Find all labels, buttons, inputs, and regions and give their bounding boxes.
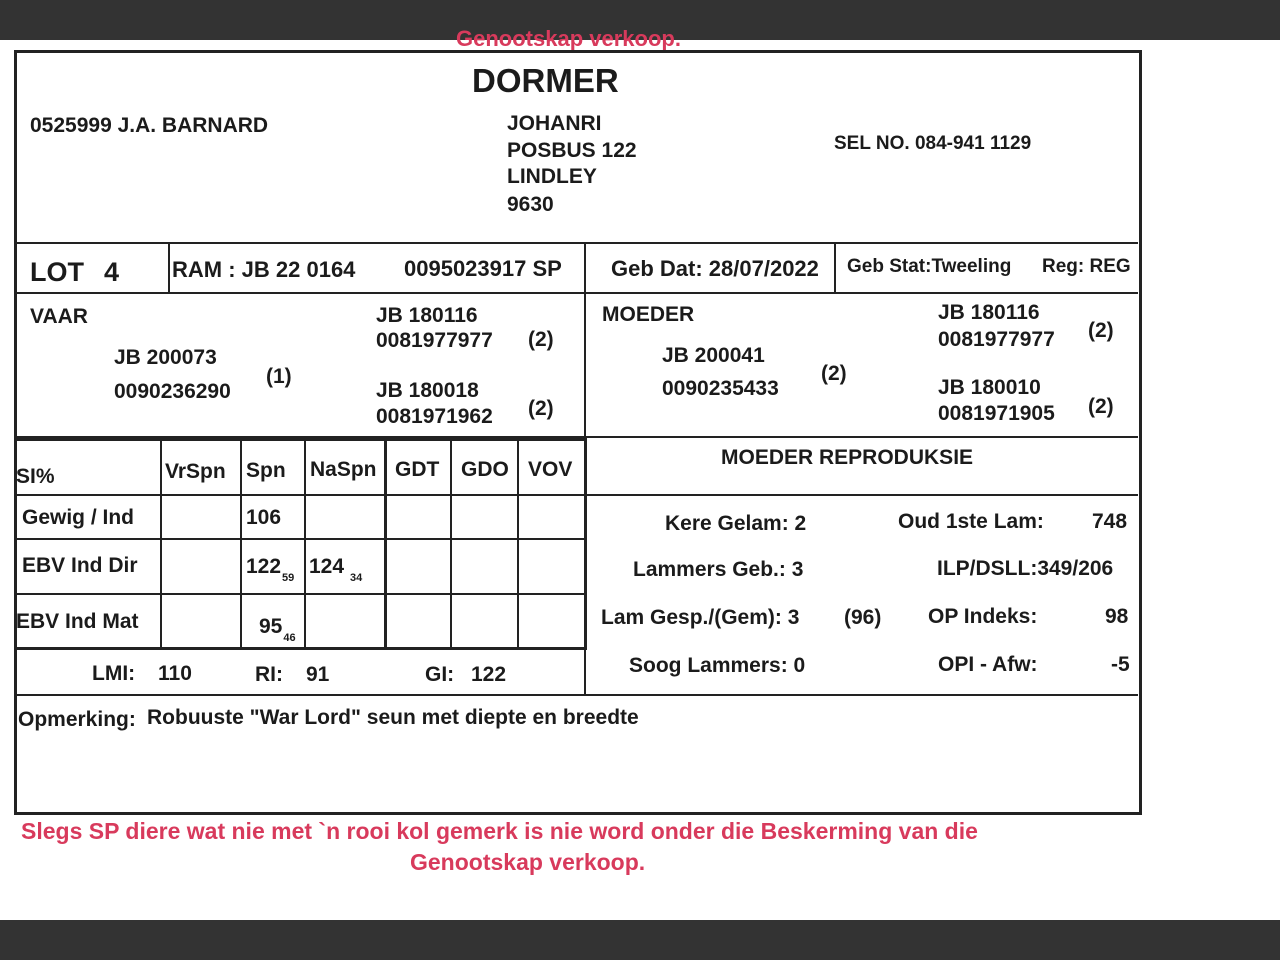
perf-v3 [304, 440, 306, 648]
rule-lot [16, 292, 1138, 294]
dam-label: MOEDER [602, 303, 695, 326]
perf-header-vrspn: VrSpn [165, 460, 226, 483]
dam-mark: (2) [821, 362, 847, 385]
repro-lam-gesp: Lam Gesp./(Gem): 3 [601, 606, 800, 629]
perf-row2-spn-sub: 59 [282, 572, 295, 584]
perf-h1 [16, 494, 586, 496]
sire-grandsire-number: 0081977977 [376, 329, 493, 352]
perf-header-naspn: NaSpn [310, 458, 377, 481]
lot-number: 4 [104, 257, 120, 287]
repro-ilp: ILP/DSLL:349/206 [937, 557, 1114, 580]
rule-lot-v2 [584, 244, 586, 292]
dam-grandsire-id: JB 180116 [938, 301, 1040, 324]
perf-row2-naspn-sub: 34 [350, 572, 363, 584]
perf-header-gdt: GDT [395, 458, 440, 481]
lmi-label: LMI: [92, 662, 136, 685]
bottom-bar [0, 920, 1280, 960]
dam-number: 0090235433 [662, 377, 779, 400]
cell-number: SEL NO. 084-941 1129 [834, 133, 1032, 154]
sire-id: JB 200073 [114, 346, 217, 369]
perf-header-spn: Spn [246, 459, 286, 482]
gi-label: GI: [425, 663, 455, 686]
reg-number: 0095023917 SP [404, 256, 562, 281]
lmi-value: 110 [158, 662, 192, 685]
perf-v1 [160, 440, 162, 648]
ri-value: 91 [306, 663, 330, 686]
sire-grandsire-id: JB 180116 [376, 304, 478, 327]
ri-label: RI: [255, 663, 283, 686]
address-line4: 9630 [507, 193, 554, 216]
birth-date: Geb Dat: 28/07/2022 [611, 256, 819, 281]
lot-label: LOT [30, 257, 84, 287]
footer-notice-line2: Genootskap verkoop. [410, 849, 646, 875]
perf-row3-spn [259, 615, 296, 644]
rule-lot-v3 [834, 244, 836, 292]
perf-row3-label: EBV Ind Mat [16, 610, 139, 633]
repro-oud-value: 748 [1092, 510, 1128, 533]
dam-granddam-id: JB 180010 [938, 376, 1041, 399]
repro-soog: Soog Lammers: 0 [629, 654, 806, 677]
ram-id: RAM : JB 22 0164 [172, 257, 356, 282]
repro-lammers-geb: Lammers Geb.: 3 [633, 558, 804, 581]
perf-row1-label: Gewig / Ind [22, 506, 135, 529]
dam-id: JB 200041 [662, 344, 765, 367]
repro-op-label: OP Indeks: [928, 605, 1038, 628]
sire-granddam-id: JB 180018 [376, 379, 479, 402]
sire-granddam-mark: (2) [528, 397, 554, 420]
repro-oud-label: Oud 1ste Lam: [898, 510, 1044, 533]
perf-h3 [16, 593, 586, 595]
dam-grandsire-number: 0081977977 [938, 328, 1055, 351]
repro-opi-value: -5 [1111, 653, 1130, 676]
repro-title: MOEDER REPRODUKSIE [721, 446, 974, 469]
owner-name: 0525999 J.A. BARNARD [30, 114, 269, 137]
registration: Reg: REG [1042, 256, 1131, 277]
repro-opi-label: OPI - Afw: [938, 653, 1038, 676]
gi-value: 122 [471, 663, 507, 686]
perf-v6 [517, 440, 519, 648]
rule-header [16, 242, 1138, 244]
sire-number: 0090236290 [114, 380, 231, 403]
repro-kere-gelam: Kere Gelam: 2 [665, 512, 807, 535]
repro-lam-gesp-avg: (96) [844, 606, 882, 629]
perf-row2-naspn [309, 555, 363, 584]
perf-row1-spn: 106 [246, 506, 282, 529]
address-line3: LINDLEY [507, 165, 597, 188]
perf-v5 [450, 440, 452, 648]
birth-status: Geb Stat:Tweeling [847, 256, 1012, 277]
perf-header-gdo: GDO [461, 458, 509, 481]
rule-lot-v1 [168, 244, 170, 292]
dam-grandsire-mark: (2) [1088, 319, 1114, 342]
perf-v2 [240, 440, 242, 648]
cropped-header-text: Genootskap verkoop. [456, 26, 681, 51]
perf-row2-label: EBV Ind Dir [22, 554, 138, 577]
sire-granddam-number: 0081971962 [376, 405, 493, 428]
perf-h2 [16, 538, 586, 540]
perf-row2-naspn-value: 124 [309, 555, 345, 578]
perf-row3-spn-sub: 46 [283, 632, 296, 644]
sire-grandsire-mark: (2) [528, 328, 554, 351]
remark-label: Opmerking: [18, 708, 136, 731]
perf-header-si: SI% [16, 465, 55, 488]
remark-text: Robuuste "War Lord" seun met diepte en breedte [147, 706, 639, 729]
repro-op-value: 98 [1105, 605, 1129, 628]
dam-granddam-mark: (2) [1088, 395, 1114, 418]
perf-v4 [384, 440, 387, 648]
rule-repro-title [586, 494, 1138, 496]
address-line1: JOHANRI [507, 112, 602, 135]
address-line2: POSBUS 122 [507, 139, 637, 162]
sire-mark: (1) [266, 365, 292, 388]
rule-indices [16, 694, 1138, 696]
dam-granddam-number: 0081971905 [938, 402, 1055, 425]
breed-title: DORMER [472, 62, 619, 99]
perf-row3-spn-value: 95 [259, 615, 283, 638]
perf-row2-spn-value: 122 [246, 555, 282, 578]
sire-label: VAAR [30, 305, 88, 328]
footer-notice-line1: Slegs SP diere wat nie met `n rooi kol gemerk is nie word onder die Beskerming van die [21, 818, 978, 844]
perf-row2-spn [246, 555, 295, 584]
perf-header-vov: VOV [528, 458, 573, 481]
